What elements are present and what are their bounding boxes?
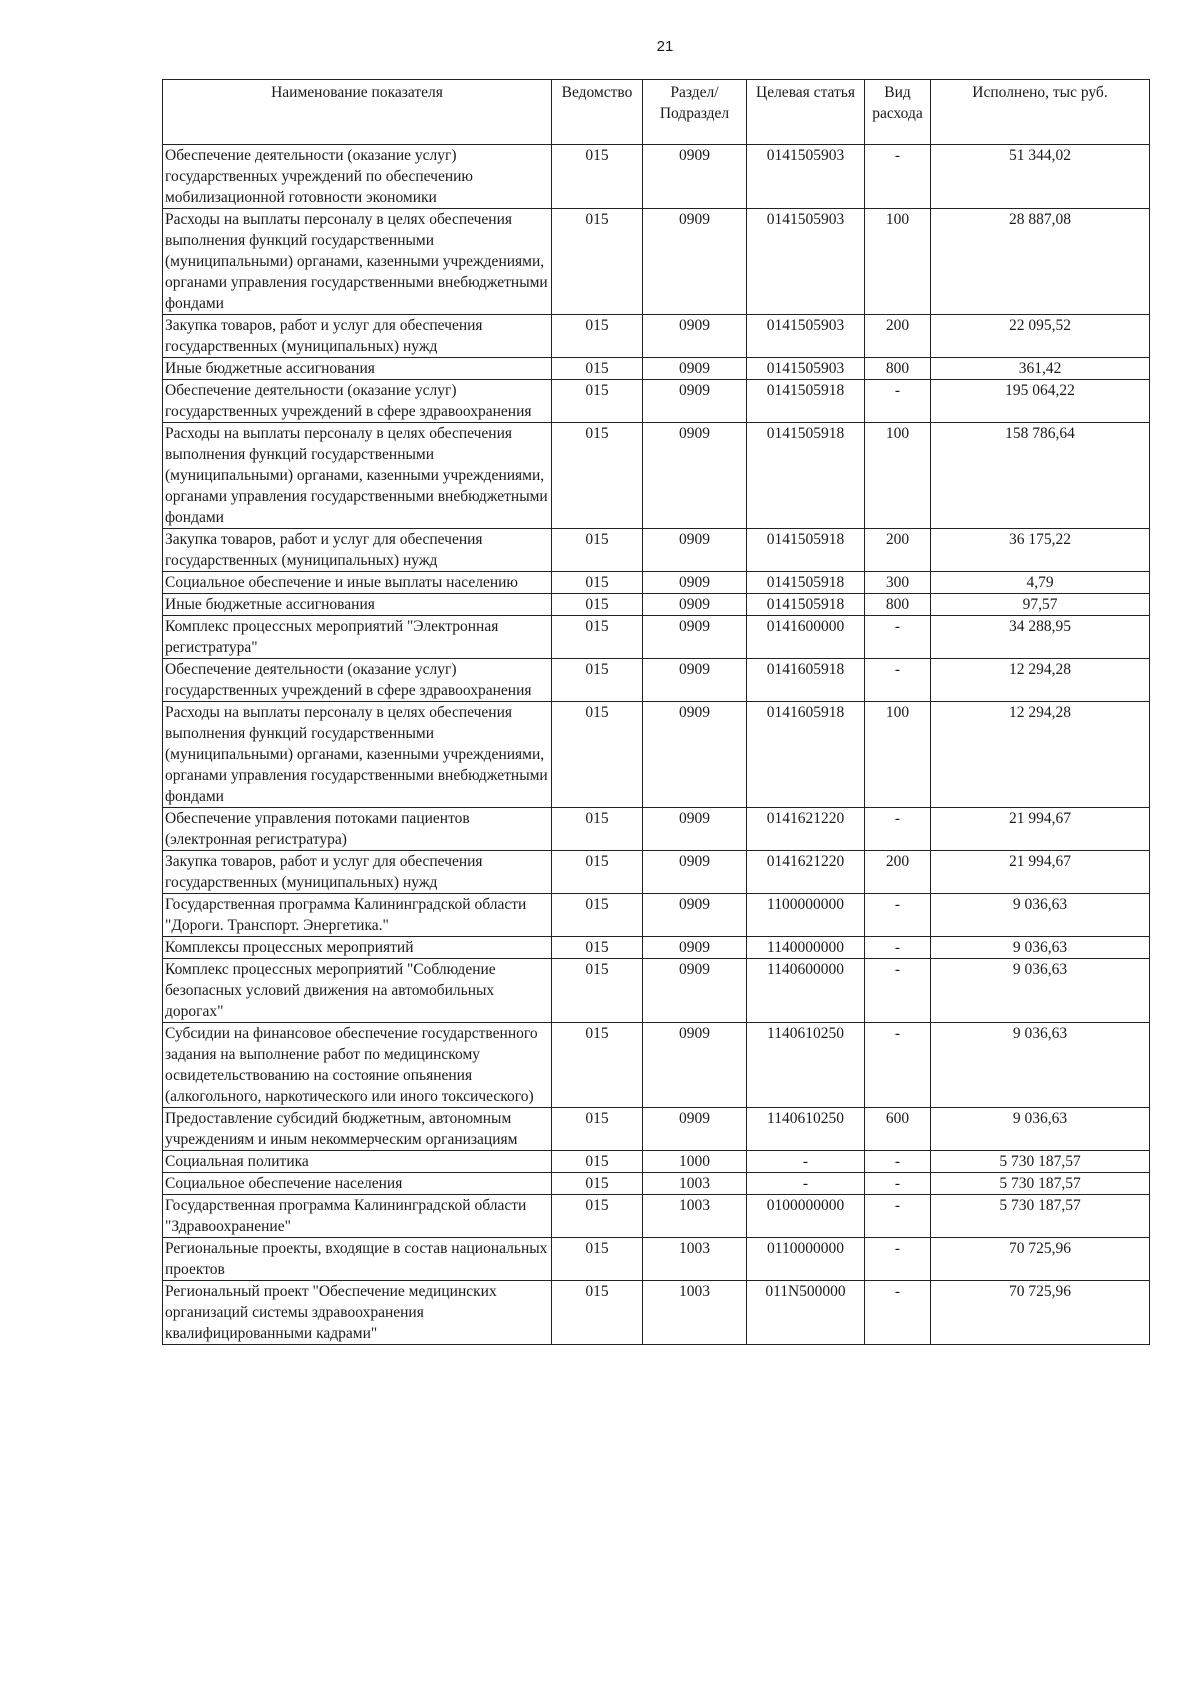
expense-kind-cell: -	[865, 380, 931, 423]
target-item-cell: -	[747, 1173, 865, 1195]
header-department: Ведомство	[552, 80, 643, 145]
table-row	[163, 1108, 1150, 1151]
header-target-item: Целевая статья	[747, 80, 865, 145]
department-cell: 015	[552, 1281, 643, 1345]
table-row	[163, 1151, 1150, 1173]
target-item-cell: 0141621220	[747, 851, 865, 894]
executed-amount-cell: 70 725,96	[931, 1238, 1150, 1281]
indicator-name-cell: Региональные проекты, входящие в состав национальных проектов	[163, 1238, 552, 1281]
section-cell: 0909	[643, 959, 747, 1023]
table-row	[163, 1173, 1150, 1195]
indicator-name-cell: Комплекс процессных мероприятий "Электронная регистратура"	[163, 616, 552, 659]
indicator-name-cell: Социальное обеспечение и иные выплаты населению	[163, 572, 552, 594]
department-cell: 015	[552, 959, 643, 1023]
table-row	[163, 851, 1150, 894]
table-row	[163, 1195, 1150, 1238]
indicator-name-cell: Государственная программа Калининградской области "Здравоохранение"	[163, 1195, 552, 1238]
executed-amount-cell: 12 294,28	[931, 659, 1150, 702]
target-item-cell: 0141505918	[747, 380, 865, 423]
executed-amount-cell: 5 730 187,57	[931, 1195, 1150, 1238]
department-cell: 015	[552, 1108, 643, 1151]
indicator-name-cell: Региональный проект "Обеспечение медицинских организаций системы здравоохранения квалифицированными кадрами"	[163, 1281, 552, 1345]
section-cell: 0909	[643, 894, 747, 937]
target-item-cell: 0141505918	[747, 572, 865, 594]
section-cell: 0909	[643, 594, 747, 616]
section-cell: 0909	[643, 702, 747, 808]
table-row	[163, 209, 1150, 315]
expense-kind-cell: 100	[865, 423, 931, 529]
table-row	[163, 380, 1150, 423]
header-section-line2: Подраздел	[659, 105, 730, 122]
expense-kind-cell: 300	[865, 572, 931, 594]
section-cell: 1003	[643, 1173, 747, 1195]
indicator-name-cell: Расходы на выплаты персоналу в целях обеспечения выполнения функций государственными (муниципальными) органами, казенными учреждениями, органами управления государственными внебюджетными фондами	[163, 702, 552, 808]
section-cell: 0909	[643, 423, 747, 529]
executed-amount-cell: 195 064,22	[931, 380, 1150, 423]
header-kind-line2: расхода	[872, 105, 923, 122]
executed-amount-cell: 361,42	[931, 358, 1150, 380]
section-cell: 0909	[643, 659, 747, 702]
indicator-name-cell: Обеспечение деятельности (оказание услуг) государственных учреждений в сфере здравоохранения	[163, 380, 552, 423]
executed-amount-cell: 12 294,28	[931, 702, 1150, 808]
target-item-cell: 0141505918	[747, 529, 865, 572]
executed-amount-cell: 9 036,63	[931, 959, 1150, 1023]
table-row	[163, 959, 1150, 1023]
department-cell: 015	[552, 380, 643, 423]
section-cell: 0909	[643, 851, 747, 894]
section-cell: 0909	[643, 380, 747, 423]
indicator-name-cell: Закупка товаров, работ и услуг для обеспечения государственных (муниципальных) нужд	[163, 851, 552, 894]
department-cell: 015	[552, 423, 643, 529]
expense-kind-cell: -	[865, 1173, 931, 1195]
section-cell: 0909	[643, 1023, 747, 1108]
target-item-cell: 0141621220	[747, 808, 865, 851]
department-cell: 015	[552, 1238, 643, 1281]
indicator-name-cell: Закупка товаров, работ и услуг для обеспечения государственных (муниципальных) нужд	[163, 529, 552, 572]
header-indicator-name: Наименование показателя	[163, 80, 552, 145]
executed-amount-cell: 21 994,67	[931, 851, 1150, 894]
department-cell: 015	[552, 315, 643, 358]
executed-amount-cell: 158 786,64	[931, 423, 1150, 529]
department-cell: 015	[552, 808, 643, 851]
department-cell: 015	[552, 1023, 643, 1108]
section-cell: 0909	[643, 937, 747, 959]
target-item-cell: 0141600000	[747, 616, 865, 659]
target-item-cell: 1140600000	[747, 959, 865, 1023]
indicator-name-cell: Комплексы процессных мероприятий	[163, 937, 552, 959]
indicator-name-cell: Обеспечение деятельности (оказание услуг) государственных учреждений в сфере здравоохранения	[163, 659, 552, 702]
section-cell: 1000	[643, 1151, 747, 1173]
executed-amount-cell: 22 095,52	[931, 315, 1150, 358]
expense-kind-cell: -	[865, 937, 931, 959]
table-row	[163, 1238, 1150, 1281]
executed-amount-cell: 36 175,22	[931, 529, 1150, 572]
header-expense-kind	[865, 80, 931, 145]
indicator-name-cell: Государственная программа Калининградской области "Дороги. Транспорт. Энергетика."	[163, 894, 552, 937]
header-row	[163, 80, 1150, 145]
executed-amount-cell: 21 994,67	[931, 808, 1150, 851]
department-cell: 015	[552, 594, 643, 616]
target-item-cell: 0141505918	[747, 594, 865, 616]
expense-kind-cell: 200	[865, 851, 931, 894]
executed-amount-cell: 5 730 187,57	[931, 1151, 1150, 1173]
indicator-name-cell: Расходы на выплаты персоналу в целях обеспечения выполнения функций государственными (муниципальными) органами, казенными учреждениями, органами управления государственными внебюджетными фондами	[163, 209, 552, 315]
department-cell: 015	[552, 572, 643, 594]
target-item-cell: 0100000000	[747, 1195, 865, 1238]
table-body	[163, 145, 1150, 1345]
section-cell: 0909	[643, 1108, 747, 1151]
section-cell: 0909	[643, 145, 747, 209]
expense-kind-cell: -	[865, 1151, 931, 1173]
department-cell: 015	[552, 358, 643, 380]
department-cell: 015	[552, 529, 643, 572]
section-cell: 0909	[643, 529, 747, 572]
executed-amount-cell: 97,57	[931, 594, 1150, 616]
target-item-cell: 0141505903	[747, 209, 865, 315]
table-header	[163, 80, 1150, 145]
executed-amount-cell: 34 288,95	[931, 616, 1150, 659]
section-cell: 0909	[643, 315, 747, 358]
table-row	[163, 937, 1150, 959]
target-item-cell: 1140610250	[747, 1023, 865, 1108]
expense-kind-cell: -	[865, 616, 931, 659]
table-row	[163, 529, 1150, 572]
expense-kind-cell: 200	[865, 315, 931, 358]
indicator-name-cell: Иные бюджетные ассигнования	[163, 358, 552, 380]
header-kind-line1: Вид	[884, 84, 911, 101]
target-item-cell: 011N500000	[747, 1281, 865, 1345]
table-row	[163, 616, 1150, 659]
indicator-name-cell: Субсидии на финансовое обеспечение государственного задания на выполнение работ по медицинскому освидетельствованию на состояние опьянения (алкогольного, наркотического или иного токсического)	[163, 1023, 552, 1108]
executed-amount-cell: 9 036,63	[931, 894, 1150, 937]
expense-kind-cell: -	[865, 1281, 931, 1345]
table-row	[163, 1281, 1150, 1345]
header-executed-amount: Исполнено, тыс руб.	[931, 80, 1150, 145]
section-cell: 0909	[643, 572, 747, 594]
header-section	[643, 80, 747, 145]
target-item-cell: 0141505918	[747, 423, 865, 529]
department-cell: 015	[552, 702, 643, 808]
indicator-name-cell: Предоставление субсидий бюджетным, автономным учреждениям и иным некоммерческим организациям	[163, 1108, 552, 1151]
table-row	[163, 894, 1150, 937]
target-item-cell: 0141605918	[747, 659, 865, 702]
expense-kind-cell: -	[865, 1238, 931, 1281]
section-cell: 0909	[643, 209, 747, 315]
executed-amount-cell: 9 036,63	[931, 1108, 1150, 1151]
header-section-line1: Раздел/	[670, 84, 719, 101]
indicator-name-cell: Иные бюджетные ассигнования	[163, 594, 552, 616]
executed-amount-cell: 70 725,96	[931, 1281, 1150, 1345]
expense-kind-cell: 800	[865, 594, 931, 616]
target-item-cell: 1140610250	[747, 1108, 865, 1151]
target-item-cell: 1140000000	[747, 937, 865, 959]
expense-kind-cell: -	[865, 145, 931, 209]
department-cell: 015	[552, 1195, 643, 1238]
table-row	[163, 358, 1150, 380]
target-item-cell: 0141505903	[747, 145, 865, 209]
indicator-name-cell: Расходы на выплаты персоналу в целях обеспечения выполнения функций государственными (муниципальными) органами, казенными учреждениями, органами управления государственными внебюджетными фондами	[163, 423, 552, 529]
target-item-cell: 0141505903	[747, 315, 865, 358]
table-row	[163, 659, 1150, 702]
expense-kind-cell: -	[865, 808, 931, 851]
section-cell: 0909	[643, 808, 747, 851]
table-row	[163, 808, 1150, 851]
department-cell: 015	[552, 145, 643, 209]
table-row	[163, 702, 1150, 808]
expense-kind-cell: 800	[865, 358, 931, 380]
expense-kind-cell: -	[865, 1023, 931, 1108]
department-cell: 015	[552, 894, 643, 937]
expense-kind-cell: -	[865, 959, 931, 1023]
expense-kind-cell: 200	[865, 529, 931, 572]
table-row	[163, 315, 1150, 358]
department-cell: 015	[552, 851, 643, 894]
indicator-name-cell: Социальная политика	[163, 1151, 552, 1173]
section-cell: 0909	[643, 616, 747, 659]
indicator-name-cell: Комплекс процессных мероприятий "Соблюдение безопасных условий движения на автомобильных дорогах"	[163, 959, 552, 1023]
section-cell: 1003	[643, 1195, 747, 1238]
page-number: 21	[656, 38, 674, 55]
table-row	[163, 572, 1150, 594]
table-row	[163, 423, 1150, 529]
department-cell: 015	[552, 1151, 643, 1173]
expense-kind-cell: 100	[865, 702, 931, 808]
indicator-name-cell: Обеспечение деятельности (оказание услуг) государственных учреждений по обеспечению мобилизационной готовности экономики	[163, 145, 552, 209]
expense-kind-cell: 100	[865, 209, 931, 315]
table-row	[163, 1023, 1150, 1108]
department-cell: 015	[552, 1173, 643, 1195]
department-cell: 015	[552, 937, 643, 959]
executed-amount-cell: 9 036,63	[931, 1023, 1150, 1108]
target-item-cell: 1100000000	[747, 894, 865, 937]
expense-kind-cell: -	[865, 659, 931, 702]
indicator-name-cell: Закупка товаров, работ и услуг для обеспечения государственных (муниципальных) нужд	[163, 315, 552, 358]
target-item-cell: 0141505903	[747, 358, 865, 380]
table-row	[163, 145, 1150, 209]
expense-kind-cell: -	[865, 894, 931, 937]
section-cell: 1003	[643, 1238, 747, 1281]
expense-kind-cell: -	[865, 1195, 931, 1238]
target-item-cell: 0141605918	[747, 702, 865, 808]
budget-execution-table	[162, 79, 1150, 1345]
indicator-name-cell: Обеспечение управления потоками пациентов (электронная регистратура)	[163, 808, 552, 851]
department-cell: 015	[552, 616, 643, 659]
executed-amount-cell: 9 036,63	[931, 937, 1150, 959]
table-row	[163, 594, 1150, 616]
section-cell: 0909	[643, 358, 747, 380]
department-cell: 015	[552, 659, 643, 702]
target-item-cell: -	[747, 1151, 865, 1173]
indicator-name-cell: Социальное обеспечение населения	[163, 1173, 552, 1195]
executed-amount-cell: 28 887,08	[931, 209, 1150, 315]
target-item-cell: 0110000000	[747, 1238, 865, 1281]
section-cell: 1003	[643, 1281, 747, 1345]
expense-kind-cell: 600	[865, 1108, 931, 1151]
department-cell: 015	[552, 209, 643, 315]
executed-amount-cell: 51 344,02	[931, 145, 1150, 209]
executed-amount-cell: 5 730 187,57	[931, 1173, 1150, 1195]
executed-amount-cell: 4,79	[931, 572, 1150, 594]
